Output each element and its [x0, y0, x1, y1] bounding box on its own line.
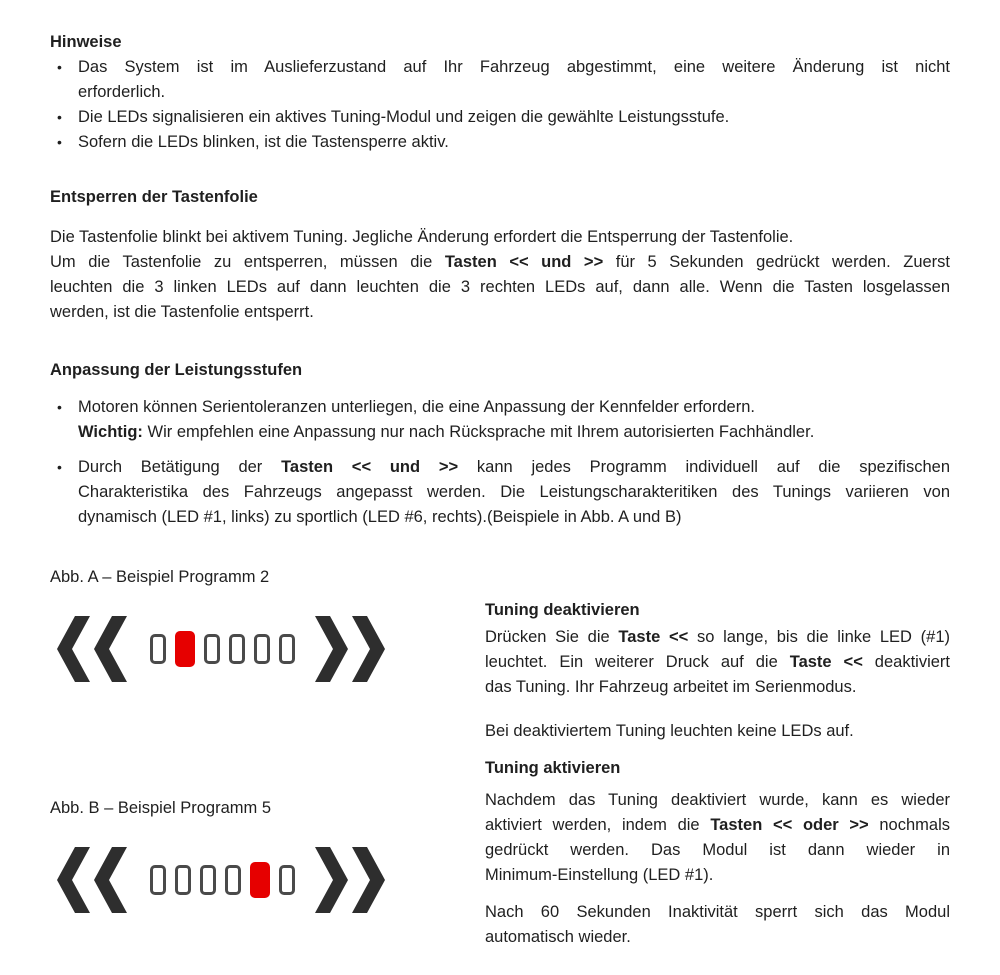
led-2-active [175, 631, 195, 667]
text-line: aktiviert werden, indem die Tasten << oder >> nochmals [485, 816, 950, 834]
bullet-text [78, 105, 950, 130]
section-anpassung [50, 358, 950, 530]
text-line: Nachdem das Tuning deaktiviert wurde, kann es wieder [485, 791, 950, 809]
text-line: Minimum-Einstellung (LED #1). [485, 866, 714, 884]
heading-tuning-aktivieren: Tuning aktivieren [485, 759, 621, 777]
paragraph-deaktivieren-1 [485, 625, 950, 700]
led-4 [225, 865, 241, 895]
section-hinweise [50, 30, 950, 155]
instructions-column [485, 564, 950, 950]
bullet-marker: • [57, 109, 62, 125]
bullet-text [78, 455, 950, 530]
led-3 [200, 865, 216, 895]
bullet-item [50, 395, 950, 445]
led-row [150, 862, 295, 898]
figures-column [50, 564, 485, 950]
double-chevron-right-icon [315, 616, 385, 682]
text-line: werden, ist die Tastenfolie entsperrt. [50, 303, 314, 321]
text-line: Motoren können Serientoleranzen unterliegen, die eine Anpassung der Kennfelder erfordern. [78, 398, 755, 416]
figure-b-label: Abb. B – Beispiel Programm 5 [50, 799, 272, 817]
figure-abb-b [57, 847, 485, 913]
paragraph-aktivieren-2 [485, 900, 950, 950]
double-chevron-left-icon [57, 847, 127, 913]
text-line: Bei deaktiviertem Tuning leuchten keine LEDs auf. [485, 722, 854, 740]
paragraph-aktivieren-1 [485, 788, 950, 888]
paragraph-deaktivieren-2 [485, 719, 950, 744]
text-line: Nach 60 Sekunden Inaktivität sperrt sich das Modul [485, 903, 950, 921]
text-line: Durch Betätigung der Tasten << und >> kann jedes Programm individuell auf die spezifischen [78, 458, 950, 476]
figure-abb-a [57, 616, 485, 682]
figure-a-label: Abb. A – Beispiel Programm 2 [50, 568, 270, 586]
bullet-item [50, 455, 950, 530]
led-1 [150, 865, 166, 895]
text-line: Die LEDs signalisieren ein aktives Tuning-Modul und zeigen die gewählte Leistungsstufe. [78, 108, 730, 126]
text-line: dynamisch (LED #1, links) zu sportlich (LED #6, rechts).(Beispiele in Abb. A und B) [78, 508, 682, 526]
text-line: Um die Tastenfolie zu entsperren, müssen die Tasten << und >> für 5 Sekunden gedrückt werden. Zuerst [50, 253, 950, 271]
text-line: Wichtig: Wir empfehlen eine Anpassung nur nach Rücksprache mit Ihrem autorisierten Fachhändler. [78, 423, 815, 441]
heading-entsperren: Entsperren der Tastenfolie [50, 188, 258, 206]
text-line: leuchten die 3 linken LEDs auf dann leuchten die 3 rechten LEDs auf, dann alle. Wenn die Tasten losgelassen [50, 278, 950, 296]
text-line: automatisch wieder. [485, 928, 631, 946]
double-chevron-left-icon [57, 616, 127, 682]
paragraph-entsperren [50, 225, 950, 325]
figures-and-instructions [50, 564, 950, 950]
bullet-marker: • [57, 399, 62, 415]
bullet-marker: • [57, 459, 62, 475]
section-entsperren [50, 185, 950, 325]
led-6 [279, 634, 295, 664]
bullet-item [50, 130, 950, 155]
double-chevron-right-icon [315, 847, 385, 913]
led-4 [229, 634, 245, 664]
text-line: Charakteristika des Fahrzeugs angepasst werden. Die Leistungscharakteritiken des Tunings variieren von [78, 483, 950, 501]
led-1 [150, 634, 166, 664]
heading-anpassung: Anpassung der Leistungsstufen [50, 361, 303, 379]
text-line: das Tuning. Ihr Fahrzeug arbeitet im Serienmodus. [485, 678, 857, 696]
bullet-item [50, 55, 950, 105]
text-line: erforderlich. [78, 83, 166, 101]
led-3 [204, 634, 220, 664]
led-6 [279, 865, 295, 895]
bullet-text [78, 55, 950, 105]
heading-tuning-deaktivieren: Tuning deaktivieren [485, 601, 640, 619]
bullet-marker: • [57, 134, 62, 150]
text-line: Das System ist im Auslieferzustand auf Ihr Fahrzeug abgestimmt, eine weitere Änderung ist nicht [78, 58, 950, 76]
bullet-item [50, 105, 950, 130]
bullet-text [78, 130, 950, 155]
text-line: Drücken Sie die Taste << so lange, bis die linke LED (#1) [485, 628, 951, 646]
led-2 [175, 865, 191, 895]
text-line: leuchtet. Ein weiterer Druck auf die Taste << deaktiviert [485, 653, 950, 671]
led-5 [254, 634, 270, 664]
text-line: gedrückt werden. Das Modul ist dann wieder in [485, 841, 950, 859]
heading-hinweise: Hinweise [50, 33, 122, 51]
bullet-text [78, 395, 950, 445]
led-row [150, 631, 295, 667]
text-line: Sofern die LEDs blinken, ist die Tastensperre aktiv. [78, 133, 449, 151]
led-5-active [250, 862, 270, 898]
text-line: Die Tastenfolie blinkt bei aktivem Tuning. Jegliche Änderung erfordert die Entsperrung der Tastenfolie. [50, 228, 794, 246]
bullet-marker: • [57, 59, 62, 75]
